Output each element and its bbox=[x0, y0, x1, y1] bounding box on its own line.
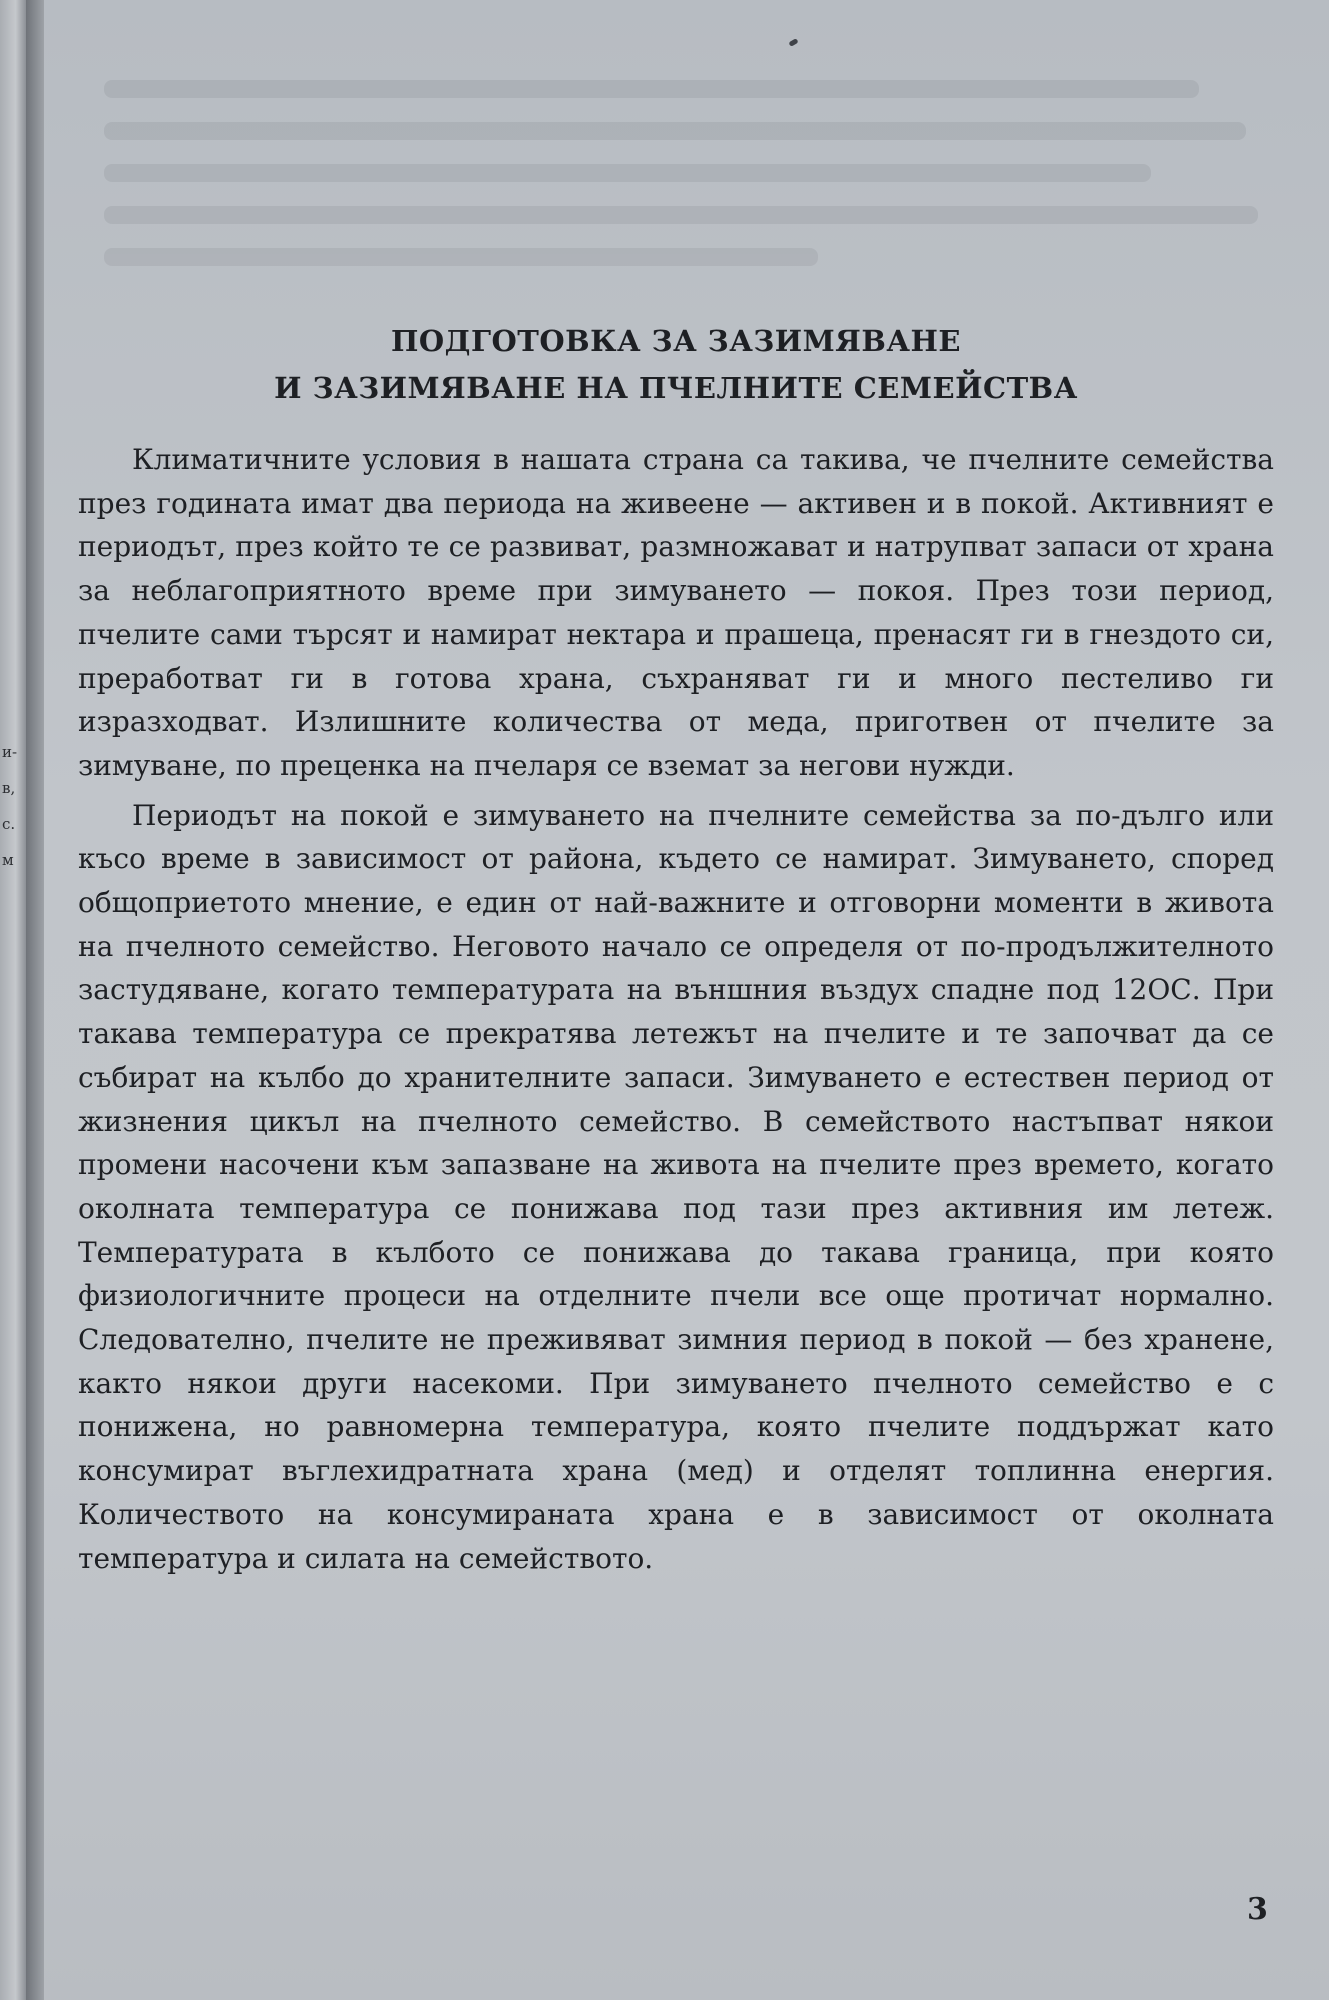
page-content bbox=[78, 318, 1274, 1586]
margin-fragment: и- bbox=[2, 743, 18, 761]
chapter-title-line-2: И ЗАЗИМЯВАНЕ НА ПЧЕЛНИТЕ СЕМЕЙСТВА bbox=[274, 371, 1078, 405]
show-through-text bbox=[104, 80, 1294, 340]
margin-fragment: м bbox=[2, 851, 14, 869]
paragraph-2: Периодът на покой е зимуването на пчелните семейства за по-дълго или късо време в зависимост от района, където се намират. Зимуването, според общоприетото мнение, е един от най-важните и отговорни моменти в живота на пчелното семейство. Неговото начало се определя от по-продължителното застудяване, когато температурата на външния въздух спадне под 12ОС. При такава температура се прекратява летежът на пчелите и те започват да се събират на кълбо до хранителните запаси. Зимуването е естествен период от жизнения цикъл на пчелното семейство. В семейството настъпват някои промени насочени към запазване на живота на пчелите през времето, когато околната температура се понижава под тази през активния им летеж. Температурата в кълбото се понижава до такава граница, при която физиологичните процеси на отделните пчели все още протичат нормално. Следователно, пчелите не преживяват зимния период в покой — без хранене, както някои други насекоми. При зимуването пчелното семейство е с понижена, но равномерна температура, която пчелите поддържат като консумират въглехидратната храна (мед) и отделят топлинна енергия. Количеството на консумираната храна е в зависимост от околната температура и силата на семейството. bbox=[78, 798, 1274, 1575]
previous-page-edge bbox=[0, 0, 26, 2000]
paper-speck bbox=[788, 38, 798, 47]
paragraph-1: Климатичните условия в нашата страна са такива, че пчелните семейства през годината имат два периода на живеене — активен и в покой. Активният е периодът, през който те се развиват, размножават и натрупват запаси от храна за неблагоприятното време при зимуването — покоя. През този период, пчелите сами търсят и намират нектара и прашеца, пренасят ги в гнездото си, преработват ги в готова храна, съхраняват ги и много пестеливо ги изразходват. Излишните количества от меда, приготвен от пчелите за зимуване, по преценка на пчеларя се вземат за негови нужди. bbox=[78, 443, 1274, 782]
page-number: 3 bbox=[1247, 1892, 1268, 1927]
chapter-title bbox=[78, 318, 1274, 412]
book-gutter bbox=[26, 0, 44, 2000]
margin-fragment: с. bbox=[2, 815, 16, 833]
previous-page-text-fragments bbox=[2, 742, 22, 886]
chapter-title-line-1: ПОДГОТОВКА ЗА ЗАЗИМЯВАНЕ bbox=[391, 324, 961, 358]
margin-fragment: в, bbox=[2, 779, 16, 797]
